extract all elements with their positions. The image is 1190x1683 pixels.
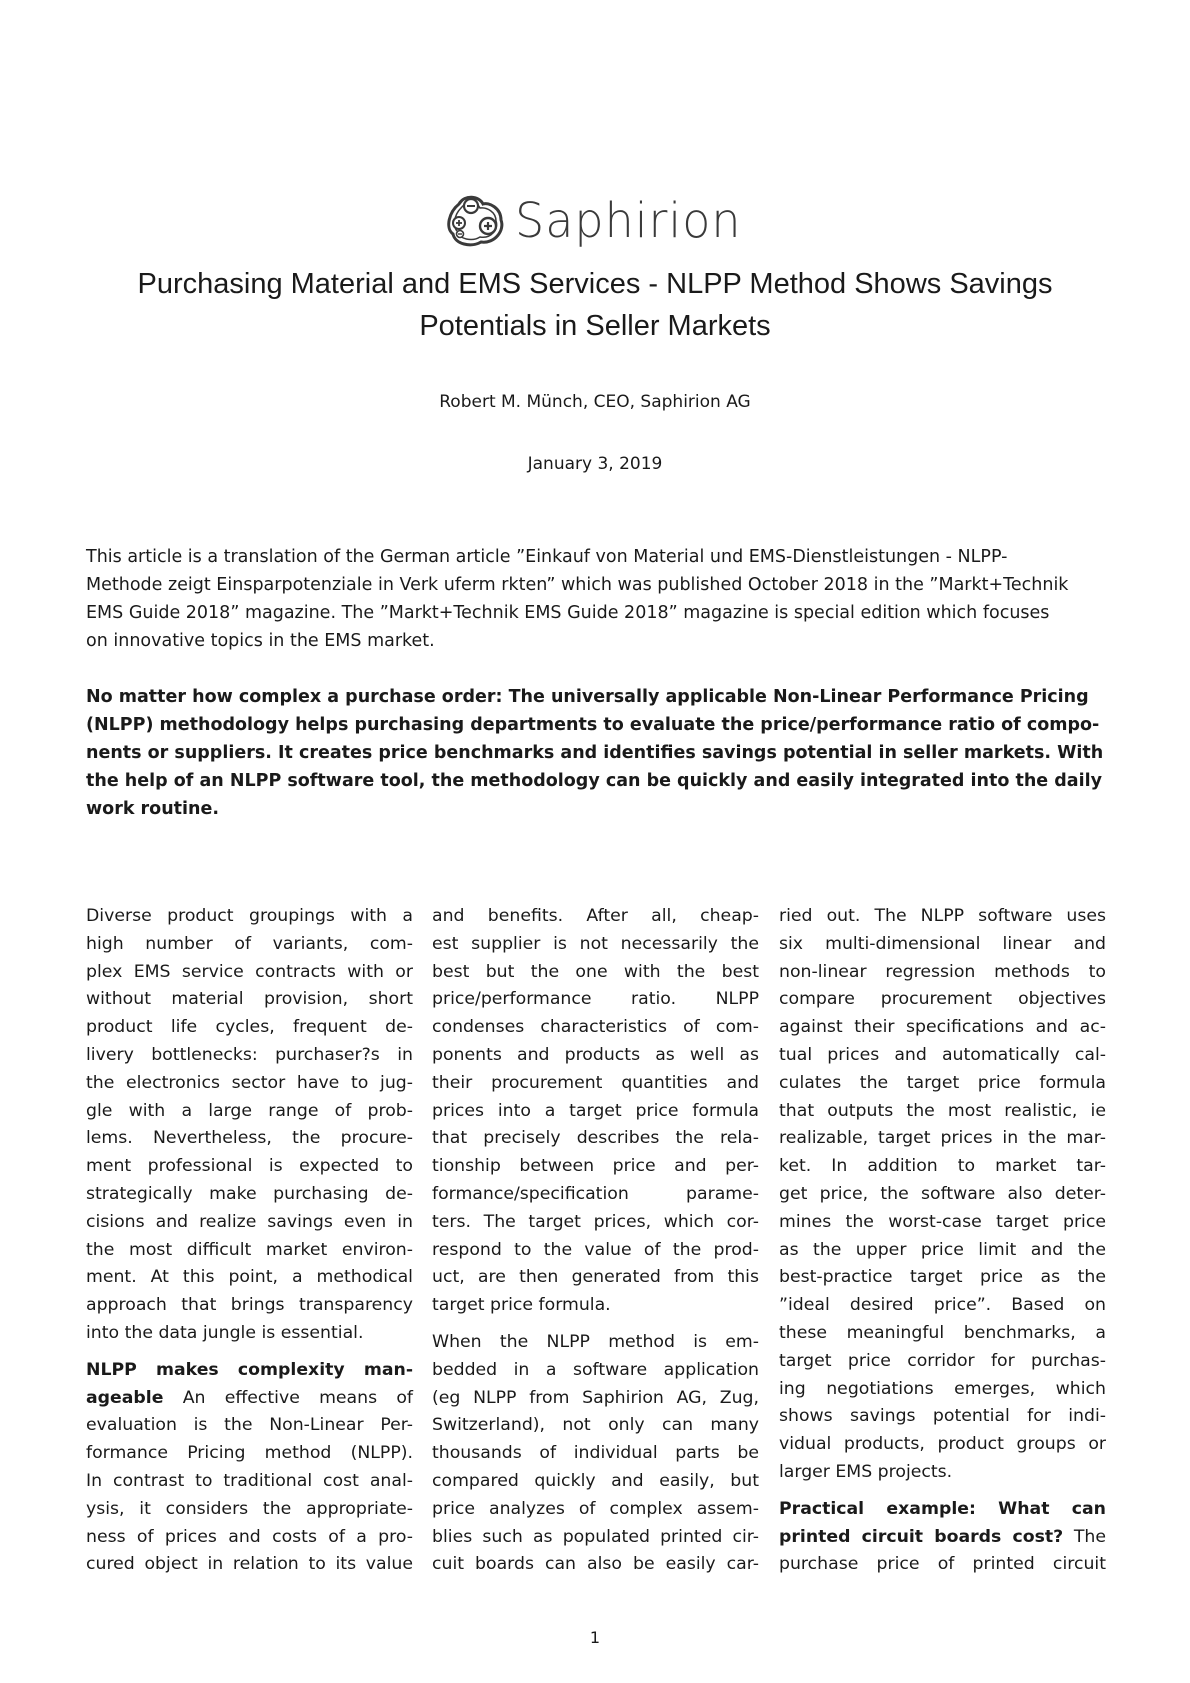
text-line: ponents and products as well as: [432, 1044, 759, 1065]
text-line: on innovative topics in the EMS market.: [86, 631, 435, 651]
text-line: (eg NLPP from Saphirion AG, Zug,: [432, 1387, 759, 1408]
text-line: condenses characteristics of com-: [432, 1017, 759, 1038]
text-line: vidual products, product groups or: [779, 1434, 1106, 1455]
text-line: cuit boards can also be easily car-: [432, 1554, 759, 1575]
text-line: formance/specification parame-: [432, 1183, 759, 1204]
text-line: compared quickly and easily, but: [432, 1470, 759, 1491]
text-line: ness of prices and costs of a pro-: [86, 1526, 413, 1547]
page-number: 1: [589, 1628, 601, 1647]
text-line: six multi-dimensional linear and: [779, 933, 1106, 954]
column-1: [86, 903, 413, 1579]
text-line: price analyzes of complex assem-: [432, 1498, 759, 1519]
text-line: that outputs the most realistic, ie: [779, 1100, 1106, 1121]
text-line: larger EMS projects.: [779, 1461, 953, 1482]
col2-paragraph-1: [432, 903, 759, 1320]
text-line: In contrast to traditional cost anal-: [86, 1470, 413, 1491]
text-line: as the upper price limit and the: [779, 1239, 1106, 1260]
date-line: January 3, 2019: [527, 454, 663, 474]
text-line: bedded in a software application: [432, 1359, 759, 1380]
author-line: Robert M. Münch, CEO, Saphirion AG: [439, 392, 751, 412]
text-line: best-practice target price as the: [779, 1267, 1106, 1288]
text-line: ried out. The NLPP software uses: [779, 906, 1106, 926]
col1-paragraph-2: [86, 1357, 413, 1579]
text-line: prices into a target price formula: [432, 1100, 759, 1121]
text-line: No matter how complex a purchase order: The universally applicable Non-Linear Performance Pricing: [86, 687, 1089, 707]
saphirion-molecule-icon: [445, 192, 509, 248]
text-line: (NLPP) methodology helps purchasing departments to evaluate the price/performance ratio of compo-: [86, 715, 1100, 735]
text-line: culates the target price formula: [779, 1072, 1106, 1093]
text-line: ment. At this point, a methodical: [86, 1267, 413, 1288]
heading-text: Practical example: What can: [779, 1498, 1106, 1519]
text-line: without material provision, short: [86, 989, 413, 1010]
text-line: best but the one with the best: [432, 961, 759, 982]
text-line: est supplier is not necessarily the: [432, 933, 759, 954]
heading-text: printed circuit boards cost?: [779, 1526, 1064, 1547]
text-line: target price corridor for purchas-: [779, 1350, 1106, 1371]
text-line: the electronics sector have to jug-: [86, 1072, 413, 1093]
text-line: work routine.: [86, 799, 220, 819]
col1-paragraph-1: [86, 903, 413, 1348]
text-line: respond to the value of the prod-: [432, 1239, 759, 1260]
text-line: livery bottlenecks: purchaser?s in: [86, 1044, 413, 1065]
text-line: cured object in relation to its value: [86, 1554, 413, 1575]
text-line: Switzerland), not only can many: [432, 1415, 759, 1436]
saphirion-logo: [445, 190, 745, 250]
text-line: ing negotiations emerges, which: [779, 1378, 1106, 1399]
logo-wordmark: Saphirion: [515, 191, 742, 249]
text-line: into the data jungle is essential.: [86, 1322, 364, 1343]
section-heading: [779, 1496, 1106, 1524]
text-line: product life cycles, frequent de-: [86, 1017, 413, 1038]
heading-text: ageable: [86, 1387, 164, 1408]
abstract-paragraph: [86, 683, 1106, 823]
text-line: and benefits. After all, cheap-: [432, 906, 759, 926]
body-text: An effective means of: [163, 1387, 413, 1408]
text-line: realizable, target prices in the mar-: [779, 1128, 1106, 1149]
text-line: blies such as populated printed cir-: [432, 1526, 759, 1547]
text-line: This article is a translation of the German article ”Einkauf von Material und EMS-Dienstleistungen - NLPP-: [86, 547, 1008, 567]
text-line: the most difficult market environ-: [86, 1239, 413, 1260]
text-line: cisions and realize savings even in: [86, 1211, 413, 1232]
text-line: [779, 1524, 1106, 1552]
heading-text: NLPP makes complexity man-: [86, 1359, 413, 1380]
text-line: shows savings potential for indi-: [779, 1406, 1106, 1427]
text-line: ment professional is expected to: [86, 1156, 413, 1177]
text-line: their procurement quantities and: [432, 1072, 759, 1093]
text-line: approach that brings transparency: [86, 1295, 413, 1316]
text-line: the help of an NLPP software tool, the methodology can be quickly and easily integrated into the daily: [86, 771, 1102, 791]
text-line: tual prices and automatically cal-: [779, 1044, 1106, 1065]
text-line: [86, 1385, 413, 1413]
text-line: nents or suppliers. It creates price benchmarks and identifies savings potential in seller markets. With: [86, 743, 1104, 763]
text-line: uct, are then generated from this: [432, 1267, 759, 1288]
text-line: formance Pricing method (NLPP).: [86, 1443, 413, 1464]
text-line: ysis, it considers the appropriate-: [86, 1498, 413, 1519]
text-line: mines the worst-case target price: [779, 1211, 1106, 1232]
text-line: target price formula.: [432, 1295, 611, 1316]
text-line: gle with a large range of prob-: [86, 1100, 413, 1121]
text-line: ket. In addition to market tar-: [779, 1156, 1106, 1177]
intro-paragraph: [86, 543, 1106, 655]
title-line-1: Purchasing Material and EMS Services - NLPP Method Shows Savings: [137, 268, 1053, 300]
text-line: evaluation is the Non-Linear Per-: [86, 1415, 413, 1436]
text-line: get price, the software also deter-: [779, 1183, 1106, 1204]
text-line: ters. The target prices, which cor-: [432, 1211, 759, 1232]
text-line: Diverse product groupings with a: [86, 906, 413, 926]
text-line: lems. Nevertheless, the procure-: [86, 1128, 413, 1149]
text-line: these meaningful benchmarks, a: [779, 1322, 1106, 1343]
text-line: that precisely describes the rela-: [432, 1128, 759, 1149]
text-line: high number of variants, com-: [86, 933, 413, 954]
text-line: tionship between price and per-: [432, 1156, 759, 1177]
text-line: purchase price of printed circuit: [779, 1554, 1106, 1575]
column-2: [432, 903, 759, 1579]
section-heading: [86, 1357, 413, 1385]
text-line: non-linear regression methods to: [779, 961, 1106, 982]
text-line: plex EMS service contracts with or: [86, 961, 413, 982]
text-line: EMS Guide 2018” magazine. The ”Markt+Technik EMS Guide 2018” magazine is special edition which focuses: [86, 603, 1050, 623]
text-line: strategically make purchasing de-: [86, 1183, 413, 1204]
col3-paragraph-1: [779, 903, 1106, 1487]
col2-paragraph-2: [432, 1329, 759, 1579]
col3-paragraph-2: [779, 1496, 1106, 1579]
body-text: The: [1063, 1526, 1106, 1547]
title-line-2: Potentials in Seller Markets: [419, 310, 771, 342]
column-3: [779, 903, 1106, 1579]
text-line: ”ideal desired price”. Based on: [779, 1295, 1106, 1316]
text-line: against their specifications and ac-: [779, 1017, 1106, 1038]
text-line: Methode zeigt Einsparpotenziale in Verk uferm rkten” which was published October 2018 in the ”Markt+Technik: [86, 575, 1069, 595]
text-line: compare procurement objectives: [779, 989, 1106, 1010]
page-title: [0, 263, 1190, 347]
text-line: price/performance ratio. NLPP: [432, 989, 759, 1010]
text-line: When the NLPP method is em-: [432, 1331, 759, 1352]
text-line: thousands of individual parts be: [432, 1443, 759, 1464]
